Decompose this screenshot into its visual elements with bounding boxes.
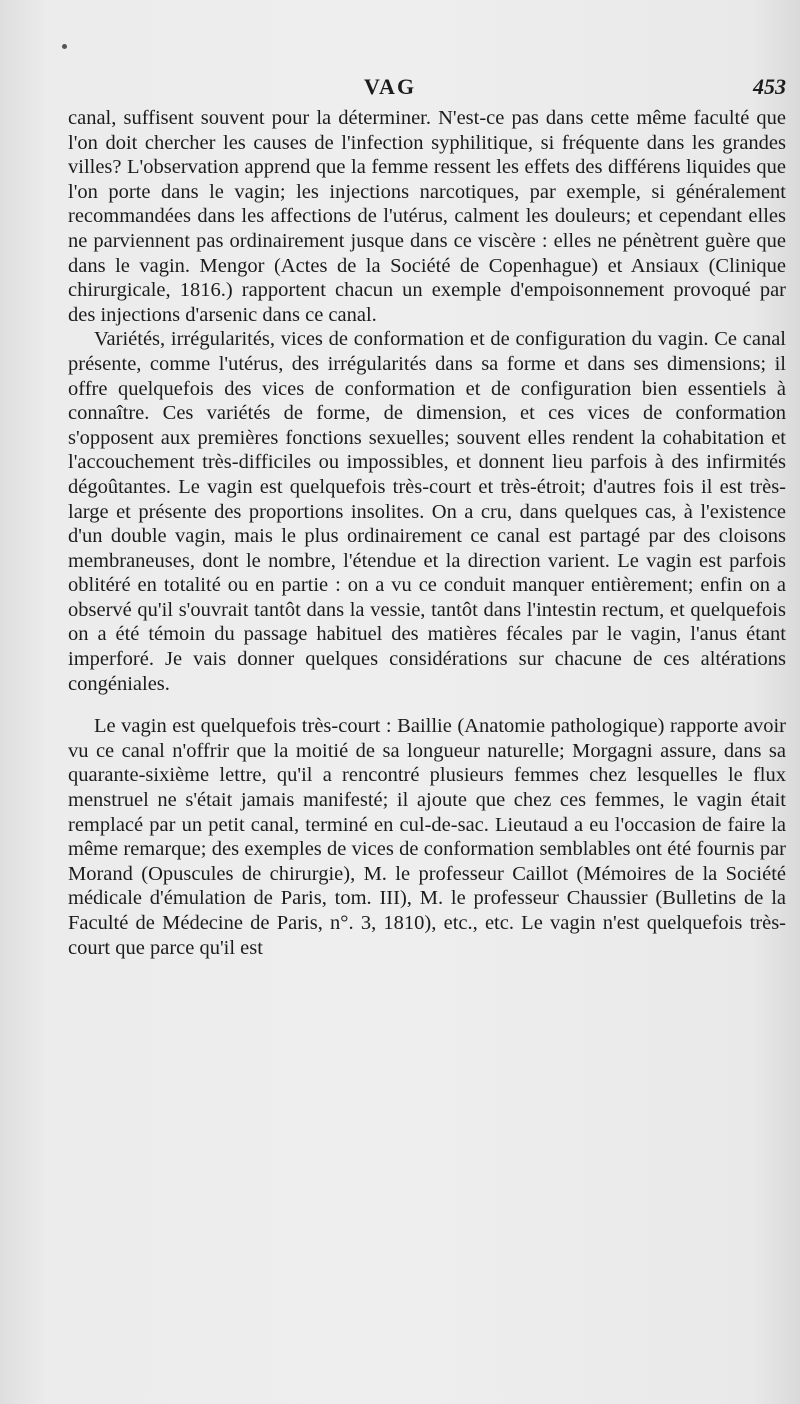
paragraph-3: Le vagin est quelquefois très-court : Baillie (Anatomie pathologique) rapporte avoir vu ce canal n'offrir que la moitié de sa longueur naturelle; Morgagni assure, dans sa quarante-sixième lettre, qu'il a rencontré plusieurs femmes chez lesquelles le flux menstruel ne s'était jamais manifesté; il ajoute que chez ces femmes, le vagin était remplacé par un petit canal, terminé en cul-de-sac. Lieutaud a eu l'occasion de faire la même remarque; des exemples de vices de conformation semblables ont été fournis par Morand (Opuscules de chirurgie), M. le professeur Caillot (Mémoires de la Société médicale d'émulation de Paris, tom. III), M. le professeur Chaussier (Bulletins de la Faculté de Médecine de Paris, n°. 3, 1810), etc., etc. Le vagin n'est quelquefois très-court que parce qu'il est (68, 715, 786, 959)
paragraph-2: Variétés, irrégularités, vices de conformation et de configuration du vagin. Ce canal présente, comme l'utérus, des irrégularités dans sa forme et dans ses dimensions; il offre quelquefois des vices de conformation et de configuration bien essentiels à connaître. Ces variétés de forme, de dimension, et ces vices de conformation s'opposent aux premières fonctions sexuelles; souvent elles rendent la cohabitation et l'accouchement très-difficiles ou impossibles, et donnent lieu parfois à des infirmités dégoûtantes. Le vagin est quelquefois très-court et très-étroit; d'autres fois il est très-large et présente des proportions insolites. On a cru, dans quelques cas, à l'existence d'un double vagin, mais le plus ordinairement ce canal est partagé par des cloisons membraneuses, dont le nombre, l'étendue et la direction varient. Le vagin est parfois oblitéré en totalité ou en partie : on a vu ce conduit manquer entièrement; enfin on a observé qu'il s'ouvrait tantôt dans la vessie, tantôt dans l'intestin rectum, et quelquefois on a été témoin du passage habituel des matières fécales par le vagin, l'anus étant imperforé. Je vais donner quelques considérations sur chacune de ces altérations congéniales. (68, 328, 786, 695)
page-body (68, 106, 786, 960)
ink-speck (62, 44, 67, 49)
page-number: 453 (753, 74, 786, 99)
paragraph-gap (68, 696, 786, 714)
paragraph-1: canal, suffisent souvent pour la déterminer. N'est-ce pas dans cette même faculté que l'on doit chercher les causes de l'infection syphilitique, si fréquente dans les grandes villes? L'observation apprend que la femme ressent les effets des différens liquides que l'on porte dans le vagin; les injections narcotiques, par exemple, si généralement recommandées dans les affections de l'utérus, calment les douleurs; et cependant elles ne parviennent pas ordinairement jusque dans ce viscère : elles ne pénètrent guère que dans le vagin. Mengor (Actes de la Société de Copenhague) et Ansiaux (Clinique chirurgicale, 1816.) rapportent chacun un exemple d'empoisonnement provoqué par des injections d'arsenic dans ce canal. (68, 107, 786, 326)
running-head: VAG (364, 74, 417, 99)
page-header (68, 74, 786, 104)
